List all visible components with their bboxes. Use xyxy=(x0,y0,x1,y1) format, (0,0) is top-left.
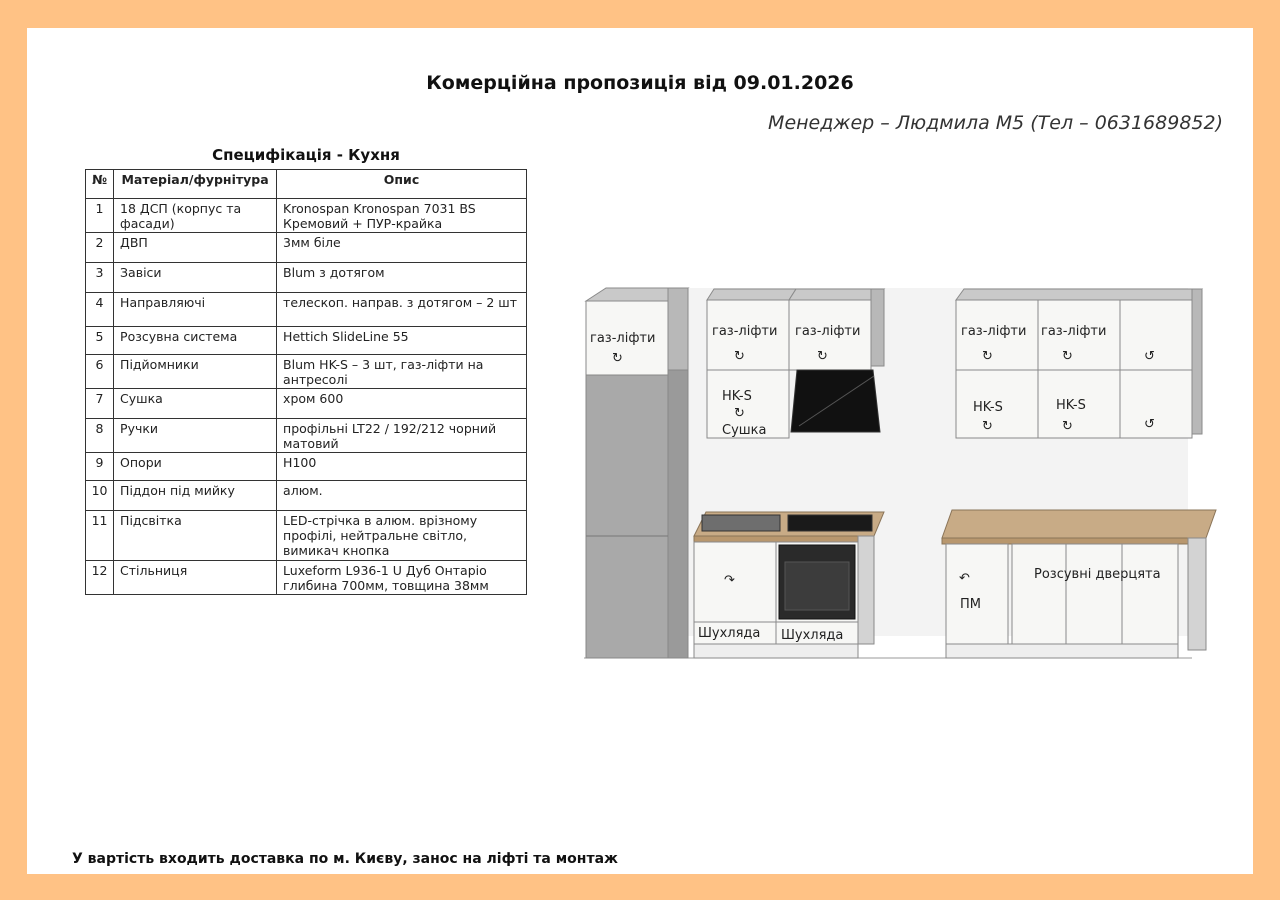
upper-cab-b-roof xyxy=(789,289,884,300)
spec-title: Специфікація - Кухня xyxy=(212,146,400,164)
row-description: Blum HK-S – 3 шт, газ-ліфти на антресолі xyxy=(277,355,527,389)
door-open-arrow-icon: ↷ xyxy=(724,573,735,588)
lower-left-side xyxy=(858,536,874,644)
dishwasher-cabinet xyxy=(946,544,1008,644)
table-row xyxy=(86,511,527,561)
row-description: Kronospan Kronospan 7031 BS Кремовий + ПУР-крайка xyxy=(277,199,527,233)
sliding-door-1 xyxy=(1012,544,1066,644)
row-description: 3мм біле xyxy=(277,233,527,263)
row-number: 12 xyxy=(86,561,114,595)
footer-note: У вартість входить доставка по м. Києву, занос на ліфті та монтаж xyxy=(72,851,618,867)
table-row xyxy=(86,389,527,419)
upper-right-side xyxy=(1192,289,1202,434)
fridge xyxy=(586,375,668,658)
lower-left-cab-1 xyxy=(694,542,776,622)
row-number: 10 xyxy=(86,481,114,511)
row-number: 11 xyxy=(86,511,114,561)
table-row xyxy=(86,263,527,293)
row-material: Піддон під мийку xyxy=(114,481,277,511)
table-row xyxy=(86,419,527,453)
row-number: 4 xyxy=(86,293,114,327)
row-material: Опори xyxy=(114,453,277,481)
row-number: 6 xyxy=(86,355,114,389)
row-number: 7 xyxy=(86,389,114,419)
row-material: 18 ДСП (корпус та фасади) xyxy=(114,199,277,233)
table-row xyxy=(86,481,527,511)
lift-arrow-icon: ↻ xyxy=(612,351,623,366)
row-description: Hettich SlideLine 55 xyxy=(277,327,527,355)
row-material: Підйомники xyxy=(114,355,277,389)
row-description: LED-стрічка в алюм. врізному профілі, нейтральне світло, вимикач кнопка xyxy=(277,511,527,561)
row-material: Стільниця xyxy=(114,561,277,595)
gas-lift-label: газ-ліфти xyxy=(795,324,861,339)
lower-cabinets-left xyxy=(694,512,884,658)
dishwasher-label: ПМ xyxy=(960,597,981,612)
table-row xyxy=(86,561,527,595)
manager-contact: Менеджер – Людмила М5 (Тел – 0631689852) xyxy=(768,112,1223,134)
table-row xyxy=(86,453,527,481)
lift-arrow-icon: ↻ xyxy=(734,406,745,421)
lower-right-side xyxy=(1188,538,1206,650)
row-material: Завіси xyxy=(114,263,277,293)
countertop-left-front xyxy=(694,536,874,542)
row-description: H100 xyxy=(277,453,527,481)
sliding-door-3 xyxy=(1122,544,1178,644)
countertop-right xyxy=(942,510,1216,538)
document-page xyxy=(27,28,1253,874)
lift-arrow-icon: ↻ xyxy=(734,349,745,364)
hks-label: HK-S xyxy=(973,400,1003,415)
hob xyxy=(788,515,872,531)
lift-arrow-icon: ↻ xyxy=(1062,419,1073,434)
table-row xyxy=(86,355,527,389)
door-open-arrow-icon: ↶ xyxy=(959,571,970,586)
door-open-arrow-icon: ↺ xyxy=(1144,349,1155,364)
row-material: Ручки xyxy=(114,419,277,453)
kitchen-drawing xyxy=(584,256,1224,666)
upper-cabinets-right xyxy=(956,289,1202,438)
row-material: Направляючі xyxy=(114,293,277,327)
upper-cabinets-left xyxy=(707,289,884,438)
hks-label: HK-S xyxy=(722,389,752,404)
upper-right-cab-3-bottom xyxy=(1120,370,1192,438)
sink-insert xyxy=(702,515,780,531)
table-row xyxy=(86,233,527,263)
gas-lift-label: газ-ліфти xyxy=(1041,324,1107,339)
col-description-header: Опис xyxy=(277,170,527,199)
door-open-arrow-icon: ↺ xyxy=(1144,417,1155,432)
fridge-column xyxy=(586,288,688,658)
spec-header-row xyxy=(86,170,527,199)
row-description: Blum з дотягом xyxy=(277,263,527,293)
row-number: 8 xyxy=(86,419,114,453)
row-number: 9 xyxy=(86,453,114,481)
oven-window xyxy=(785,562,849,610)
upper-right-roof xyxy=(956,289,1202,300)
lift-arrow-icon: ↻ xyxy=(817,349,828,364)
row-number: 1 xyxy=(86,199,114,233)
row-number: 5 xyxy=(86,327,114,355)
row-number: 3 xyxy=(86,263,114,293)
gas-lift-label: газ-ліфти xyxy=(961,324,1027,339)
row-material: Розсувна система xyxy=(114,327,277,355)
row-description: Luxeform L936-1 U Дуб Онтаріо глибина 700мм, товщина 38мм xyxy=(277,561,527,595)
table-row xyxy=(86,293,527,327)
row-description: хром 600 xyxy=(277,389,527,419)
lift-arrow-icon: ↻ xyxy=(982,349,993,364)
lower-left-plinth xyxy=(694,644,858,658)
spec-body xyxy=(86,199,527,595)
drawer-label: Шухляда xyxy=(781,628,844,643)
lift-arrow-icon: ↻ xyxy=(982,419,993,434)
row-material: Сушка xyxy=(114,389,277,419)
row-description: алюм. xyxy=(277,481,527,511)
fridge-side xyxy=(668,370,688,658)
row-number: 2 xyxy=(86,233,114,263)
gas-lift-label: газ-ліфти xyxy=(590,331,656,346)
sliding-doors-label: Розсувні дверцята xyxy=(1034,567,1161,582)
row-material: ДВП xyxy=(114,233,277,263)
lift-arrow-icon: ↻ xyxy=(1062,349,1073,364)
upper-cab-a-roof xyxy=(707,289,796,300)
row-description: телескоп. направ. з дотягом – 2 шт xyxy=(277,293,527,327)
dryer-label: Сушка xyxy=(722,423,767,438)
gas-lift-label: газ-ліфти xyxy=(712,324,778,339)
countertop-right-front xyxy=(942,538,1206,544)
spec-table xyxy=(85,169,527,595)
table-row xyxy=(86,199,527,233)
upper-right-cab-3-top xyxy=(1120,300,1192,370)
col-material-header: Матеріал/фурнітура xyxy=(114,170,277,199)
row-description: профільні LT22 / 192/212 чорний матовий xyxy=(277,419,527,453)
page-title: Комерційна пропозиція від 09.01.2026 xyxy=(426,72,854,94)
hks-label: HK-S xyxy=(1056,398,1086,413)
fridge-top-cabinet-side xyxy=(668,288,688,370)
col-number-header: № xyxy=(86,170,114,199)
row-material: Підсвітка xyxy=(114,511,277,561)
sliding-door-2 xyxy=(1066,544,1122,644)
lower-right-plinth xyxy=(946,644,1178,658)
lower-cabinets-right xyxy=(942,510,1216,658)
upper-cab-b-side xyxy=(871,289,884,366)
table-row xyxy=(86,327,527,355)
drawer-label: Шухляда xyxy=(698,626,761,641)
